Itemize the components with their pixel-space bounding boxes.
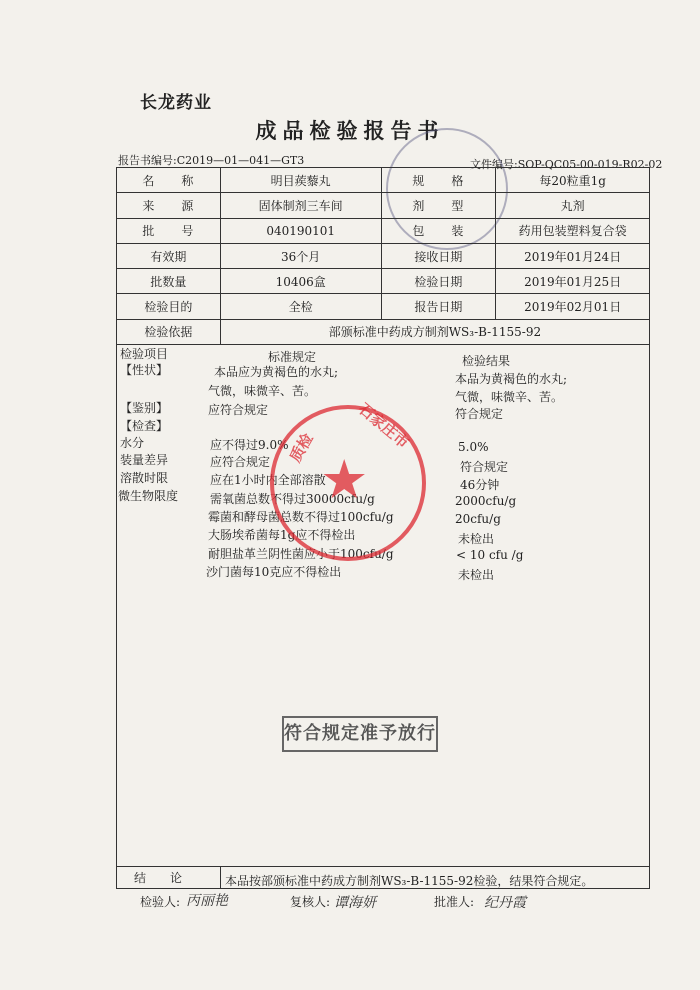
check-result-0: 5.0% (458, 440, 489, 454)
report-number: 报告书编号:C2019—01—041—GT3 (118, 154, 305, 167)
source-value: 固体制剂三车间 (220, 193, 381, 218)
pack-label: 包 装 (381, 218, 496, 243)
table-row (117, 218, 650, 243)
approver-signature: 纪丹霞 (484, 895, 526, 911)
conclusion-text: 本品按部颁标准中药成方制剂WS₃-B-1155-92检验，结果符合规定。 (225, 874, 594, 888)
batch-label: 批 号 (117, 218, 221, 243)
table-row (117, 193, 650, 218)
receive-value: 2019年01月24日 (496, 243, 650, 268)
check-std-1: 应符合规定 (210, 455, 271, 469)
header-standard: 标准规定 (268, 350, 317, 364)
ident-std: 应符合规定 (208, 403, 269, 417)
table-row (117, 319, 650, 344)
check-item-0: 水分 (120, 436, 145, 450)
file-number: 文件编号:SOP-QC05-00-019-R02-02 (470, 158, 663, 171)
table-row (117, 269, 650, 294)
spec-value: 每20粒重1g (496, 168, 650, 193)
inspector-label: 检验人: (140, 895, 181, 909)
product-info-table (116, 167, 650, 345)
check-std-5: 大肠埃希菌每1g应不得检出 (208, 528, 356, 542)
reviewer-label: 复核人: (290, 895, 331, 909)
ident-result: 符合规定 (455, 407, 504, 421)
spec-label: 规 格 (381, 168, 496, 193)
basis-label: 检验依据 (117, 319, 221, 344)
seal-star-icon: ★ (320, 448, 369, 511)
check-std-6: 耐胆盐革兰阴性菌应小于100cfu/g (208, 547, 394, 561)
table-row (117, 294, 650, 319)
approver-label: 批准人: (434, 895, 475, 909)
qty-label: 批数量 (117, 269, 221, 294)
check-result-6: < 10 cfu /g (456, 548, 524, 562)
seal-text-b: 质检 (286, 430, 317, 466)
check-item-3: 微生物限度 (118, 489, 179, 503)
name-label: 名 称 (117, 168, 221, 193)
source-label: 来 源 (117, 193, 221, 218)
conclusion-column-divider (220, 866, 221, 889)
traits-result-2: 气微，味微辛、苦。 (455, 390, 564, 404)
basis-value: 部颁标准中药成方制剂WS₃-B-1155-92 (220, 319, 649, 344)
conclusion-divider (116, 866, 650, 867)
header-result: 检验结果 (462, 354, 511, 368)
inspect-date-label: 检验日期 (381, 269, 496, 294)
traits-std-2: 气微，味微辛、苦。 (208, 384, 317, 398)
check-std-2: 应在1小时内全部溶散 (210, 473, 326, 487)
release-stamp: 符合规定准予放行 (282, 716, 438, 752)
table-row (117, 168, 650, 193)
seal-text-a: 石家庄市 (354, 399, 413, 453)
check-result-4: 20cfu/g (455, 512, 501, 526)
check-std-4: 霉菌和酵母菌总数不得过100cfu/g (208, 510, 394, 524)
check-result-2: 46分钟 (460, 478, 500, 492)
conclusion-label: 结 论 (134, 871, 183, 885)
pack-value: 药用包装塑料复合袋 (496, 218, 650, 243)
check-result-7: 未检出 (458, 568, 495, 582)
check-result-3: 2000cfu/g (455, 494, 517, 508)
form-value: 丸剂 (496, 193, 650, 218)
name-value: 明目蒺藜丸 (220, 168, 381, 193)
traits-label: 【性状】 (120, 363, 169, 377)
report-title: 成品检验报告书 (255, 118, 445, 143)
red-inspection-seal (270, 399, 426, 561)
header-item: 检验项目 (120, 347, 169, 361)
company-name: 长龙药业 (140, 93, 212, 113)
inspect-date-value: 2019年01月25日 (496, 269, 650, 294)
ident-label: 【鉴别】 (120, 401, 169, 415)
reviewer-signature: 谭海妍 (334, 895, 376, 911)
report-date-label: 报告日期 (381, 294, 496, 319)
traits-std-1: 本品应为黄褐色的水丸; (214, 365, 339, 379)
table-row (117, 243, 650, 268)
purpose-value: 全检 (220, 294, 381, 319)
check-item-2: 溶散时限 (120, 471, 169, 485)
check-result-1: 符合规定 (460, 460, 509, 474)
check-std-3: 需氧菌总数不得过30000cfu/g (210, 492, 375, 506)
check-label: 【检查】 (120, 419, 169, 433)
check-item-1: 装量差异 (120, 453, 169, 467)
batch-value: 040190101 (220, 218, 381, 243)
check-std-7: 沙门菌每10克应不得检出 (206, 565, 342, 579)
validity-value: 36个月 (220, 243, 381, 268)
form-label: 剂 型 (381, 193, 496, 218)
qty-value: 10406盒 (220, 269, 381, 294)
check-std-0: 应不得过9.0% (210, 438, 289, 452)
purpose-label: 检验目的 (117, 294, 221, 319)
check-result-5: 未检出 (458, 532, 495, 546)
receive-label: 接收日期 (381, 243, 496, 268)
traits-result-1: 本品为黄褐色的水丸; (455, 372, 568, 386)
inspector-signature: 丙丽艳 (186, 893, 228, 909)
report-date-value: 2019年02月01日 (496, 294, 650, 319)
validity-label: 有效期 (117, 243, 221, 268)
